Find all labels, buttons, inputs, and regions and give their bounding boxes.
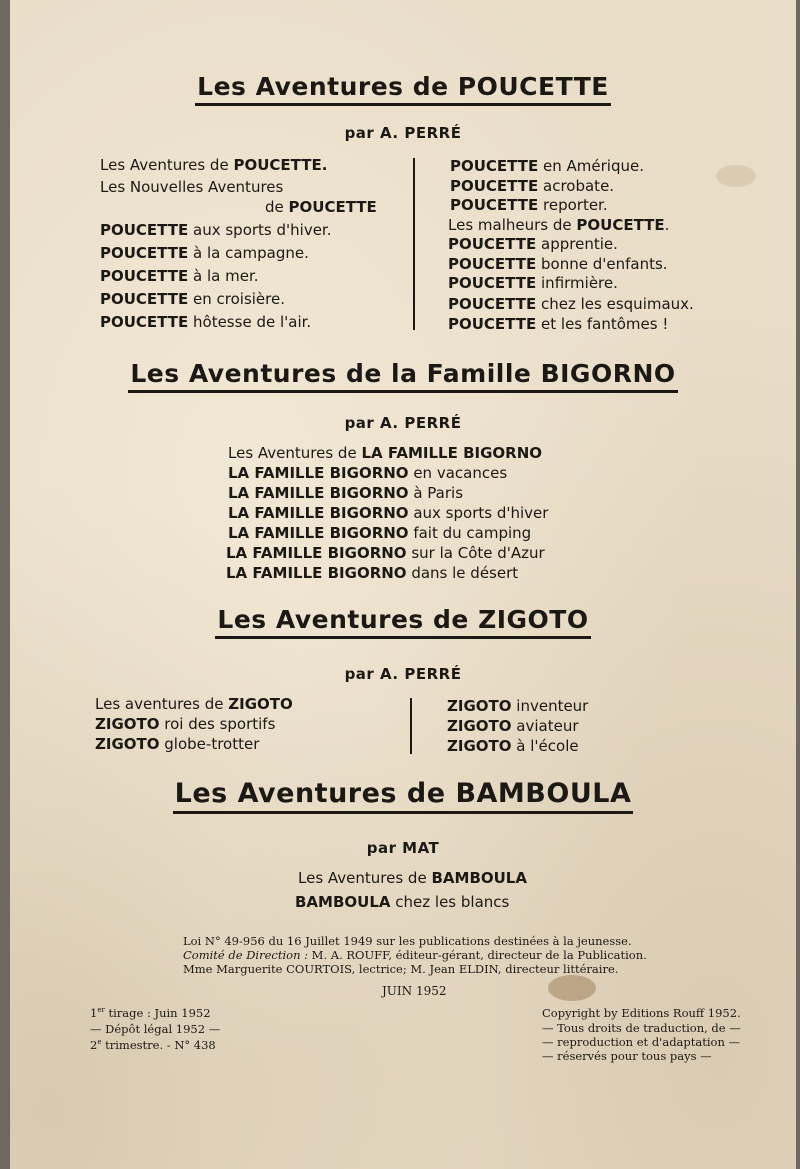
copyright: — reproduction et d'adaptation —: [542, 1035, 741, 1049]
copyright: — Tous droits de traduction, de —: [542, 1021, 741, 1035]
list-item: LA FAMILLE BIGORNO aux sports d'hiver: [228, 504, 549, 522]
list-item: POUCETTE chez les esquimaux.: [448, 295, 694, 313]
list-item: POUCETTE reporter.: [450, 196, 608, 214]
list-item: Les Aventures de LA FAMILLE BIGORNO: [228, 444, 543, 462]
list-item: BAMBOULA chez les blancs: [295, 893, 510, 911]
paper-stain: [716, 165, 756, 187]
copyright: — réservés pour tous pays —: [542, 1049, 712, 1063]
list-item: POUCETTE à la mer.: [100, 267, 259, 285]
copyright: Copyright by Editions Rouff 1952.: [542, 1006, 741, 1020]
list-item: LA FAMILLE BIGORNO en vacances: [228, 464, 508, 482]
list-item: Les aventures de ZIGOTO: [95, 695, 293, 713]
legal-line: Loi N° 49-956 du 16 Juillet 1949 sur les publications destinées à la jeunesse.: [183, 934, 632, 948]
section-title-poucette: Les Aventures de POUCETTE: [10, 72, 796, 106]
print-info: 2e trimestre. - N° 438: [90, 1038, 216, 1052]
list-item: ZIGOTO roi des sportifs: [95, 715, 276, 733]
list-item: POUCETTE en Amérique.: [450, 157, 644, 175]
ink-stain: [548, 975, 596, 1001]
list-item: POUCETTE apprentie.: [448, 235, 618, 253]
list-item: POUCETTE infirmière.: [448, 274, 618, 292]
list-item: LA FAMILLE BIGORNO sur la Côte d'Azur: [226, 544, 545, 562]
legal-line: Comité de Direction : M. A. ROUFF, éditeur-gérant, directeur de la Publication.: [183, 948, 647, 962]
section-title-zigoto: Les Aventures de ZIGOTO: [10, 605, 796, 639]
section-title-bigorno: Les Aventures de la Famille BIGORNO: [10, 359, 796, 393]
print-info: — Dépôt légal 1952 —: [90, 1022, 221, 1036]
list-item: ZIGOTO à l'école: [447, 737, 579, 755]
byline-bamboula: par MAT: [366, 839, 440, 857]
list-item: POUCETTE à la campagne.: [100, 244, 309, 262]
list-item: de POUCETTE: [265, 198, 377, 216]
list-item: Les Aventures de BAMBOULA: [298, 869, 527, 887]
list-item: POUCETTE hôtesse de l'air.: [100, 313, 312, 331]
list-item: LA FAMILLE BIGORNO à Paris: [228, 484, 464, 502]
list-item: POUCETTE bonne d'enfants.: [448, 255, 668, 273]
list-item: POUCETTE en croisière.: [100, 290, 285, 308]
list-item: LA FAMILLE BIGORNO fait du camping: [228, 524, 532, 542]
page: [10, 0, 796, 1169]
list-item: LA FAMILLE BIGORNO dans le désert: [226, 564, 519, 582]
list-item: ZIGOTO inventeur: [447, 697, 589, 715]
list-item: POUCETTE acrobate.: [450, 177, 615, 195]
list-item: Les Aventures de POUCETTE.: [100, 156, 328, 174]
print-info: 1er tirage : Juin 1952: [90, 1006, 211, 1020]
list-item: POUCETTE et les fantômes !: [448, 315, 669, 333]
list-item: ZIGOTO aviateur: [447, 717, 579, 735]
list-item: Les malheurs de POUCETTE.: [448, 216, 670, 234]
column-divider: [410, 698, 412, 754]
publication-date: JUIN 1952: [382, 984, 447, 998]
byline-poucette: par A. PERRÉ: [344, 124, 462, 142]
legal-line: Mme Marguerite COURTOIS, lectrice; M. Jean ELDIN, directeur littéraire.: [183, 962, 619, 976]
section-title-bamboula: Les Aventures de BAMBOULA: [10, 778, 796, 814]
list-item: Les Nouvelles Aventures: [100, 178, 284, 196]
byline-zigoto: par A. PERRÉ: [344, 665, 462, 683]
column-divider: [413, 158, 415, 330]
byline-bigorno: par A. PERRÉ: [344, 414, 462, 432]
list-item: POUCETTE aux sports d'hiver.: [100, 221, 332, 239]
list-item: ZIGOTO globe-trotter: [95, 735, 260, 753]
